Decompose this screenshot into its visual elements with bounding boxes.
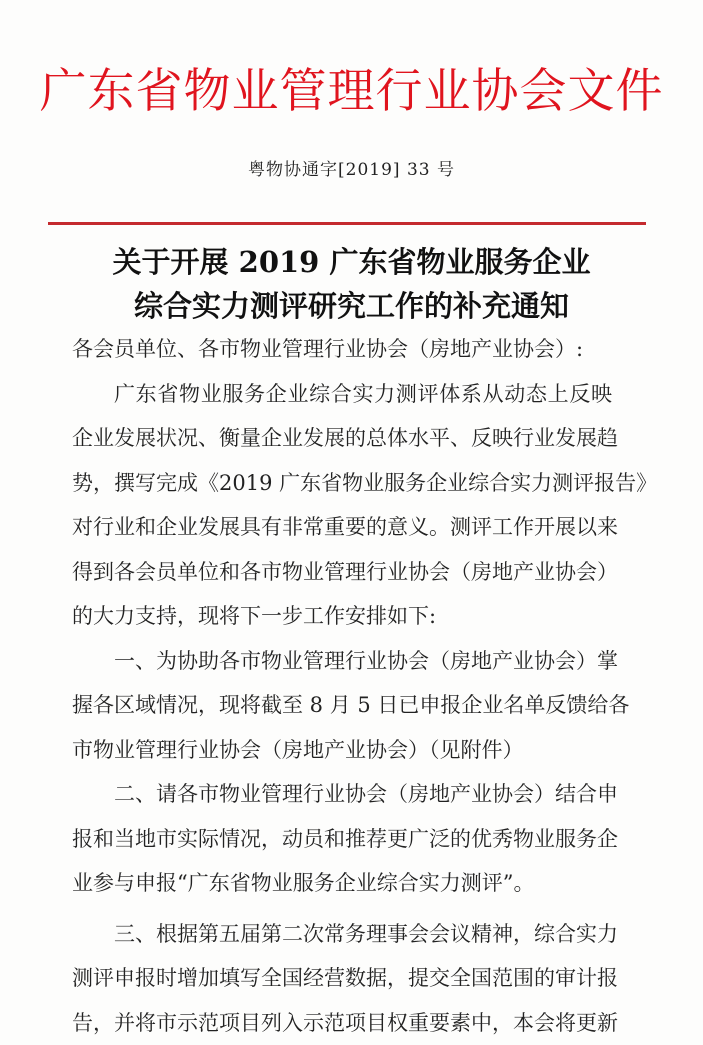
paragraph-line: 三、根据第五届第二次常务理事会会议精神，综合实力 [72, 912, 612, 957]
paragraph-intro [72, 372, 612, 639]
paragraph-item-1 [72, 639, 612, 773]
paragraph-line: 一、为协助各市物业管理行业协会（房地产业协会）掌 [72, 639, 612, 684]
paragraph-line: 对行业和企业发展具有非常重要的意义。测评工作开展以来 [72, 505, 612, 550]
paragraph-line: 势，撰写完成《2019 广东省物业服务企业综合实力测评报告》 [72, 461, 612, 506]
paragraph-line: 市物业管理行业协会（房地产业协会）（见附件） [72, 728, 612, 773]
paragraph-item-2 [72, 772, 612, 906]
paragraph-line: 二、请各市物业管理行业协会（房地产业协会）结合申 [72, 772, 612, 817]
paragraph-item-3 [72, 912, 612, 1045]
paragraph-line: 广东省物业服务企业综合实力测评体系从动态上反映 [72, 372, 612, 417]
document-number: 粤物协通字[2019] 33 号 [0, 155, 703, 180]
document-title-line-2: 综合实力测评研究工作的补充通知 [0, 284, 703, 328]
salutation: 各会员单位、各市物业管理行业协会（房地产业协会）: [72, 327, 612, 372]
red-divider-rule [48, 222, 646, 225]
paragraph-line: 测评申报时增加填写全国经营数据，提交全国范围的审计报 [72, 956, 612, 1001]
issuing-organization-header: 广东省物业管理行业协会文件 [0, 62, 703, 122]
paragraph-line: 业参与申报“广东省物业服务企业综合实力测评”。 [72, 861, 612, 906]
document-title [0, 240, 703, 328]
paragraph-line: 企业发展状况、衡量企业发展的总体水平、反映行业发展趋 [72, 416, 612, 461]
paragraph-line: 得到各会员单位和各市物业管理行业协会（房地产业协会） [72, 550, 612, 595]
paragraph-line: 告，并将市示范项目列入示范项目权重要素中，本会将更新 [72, 1001, 612, 1045]
paragraph-line: 握各区域情况，现将截至 8 月 5 日已申报企业名单反馈给各 [72, 683, 612, 728]
paragraph-line: 报和当地市实际情况，动员和推荐更广泛的优秀物业服务企 [72, 817, 612, 862]
document-title-line-1: 关于开展 2019 广东省物业服务企业 [0, 240, 703, 284]
document-body [72, 327, 612, 1045]
paragraph-line: 的大力支持，现将下一步工作安排如下: [72, 594, 612, 639]
